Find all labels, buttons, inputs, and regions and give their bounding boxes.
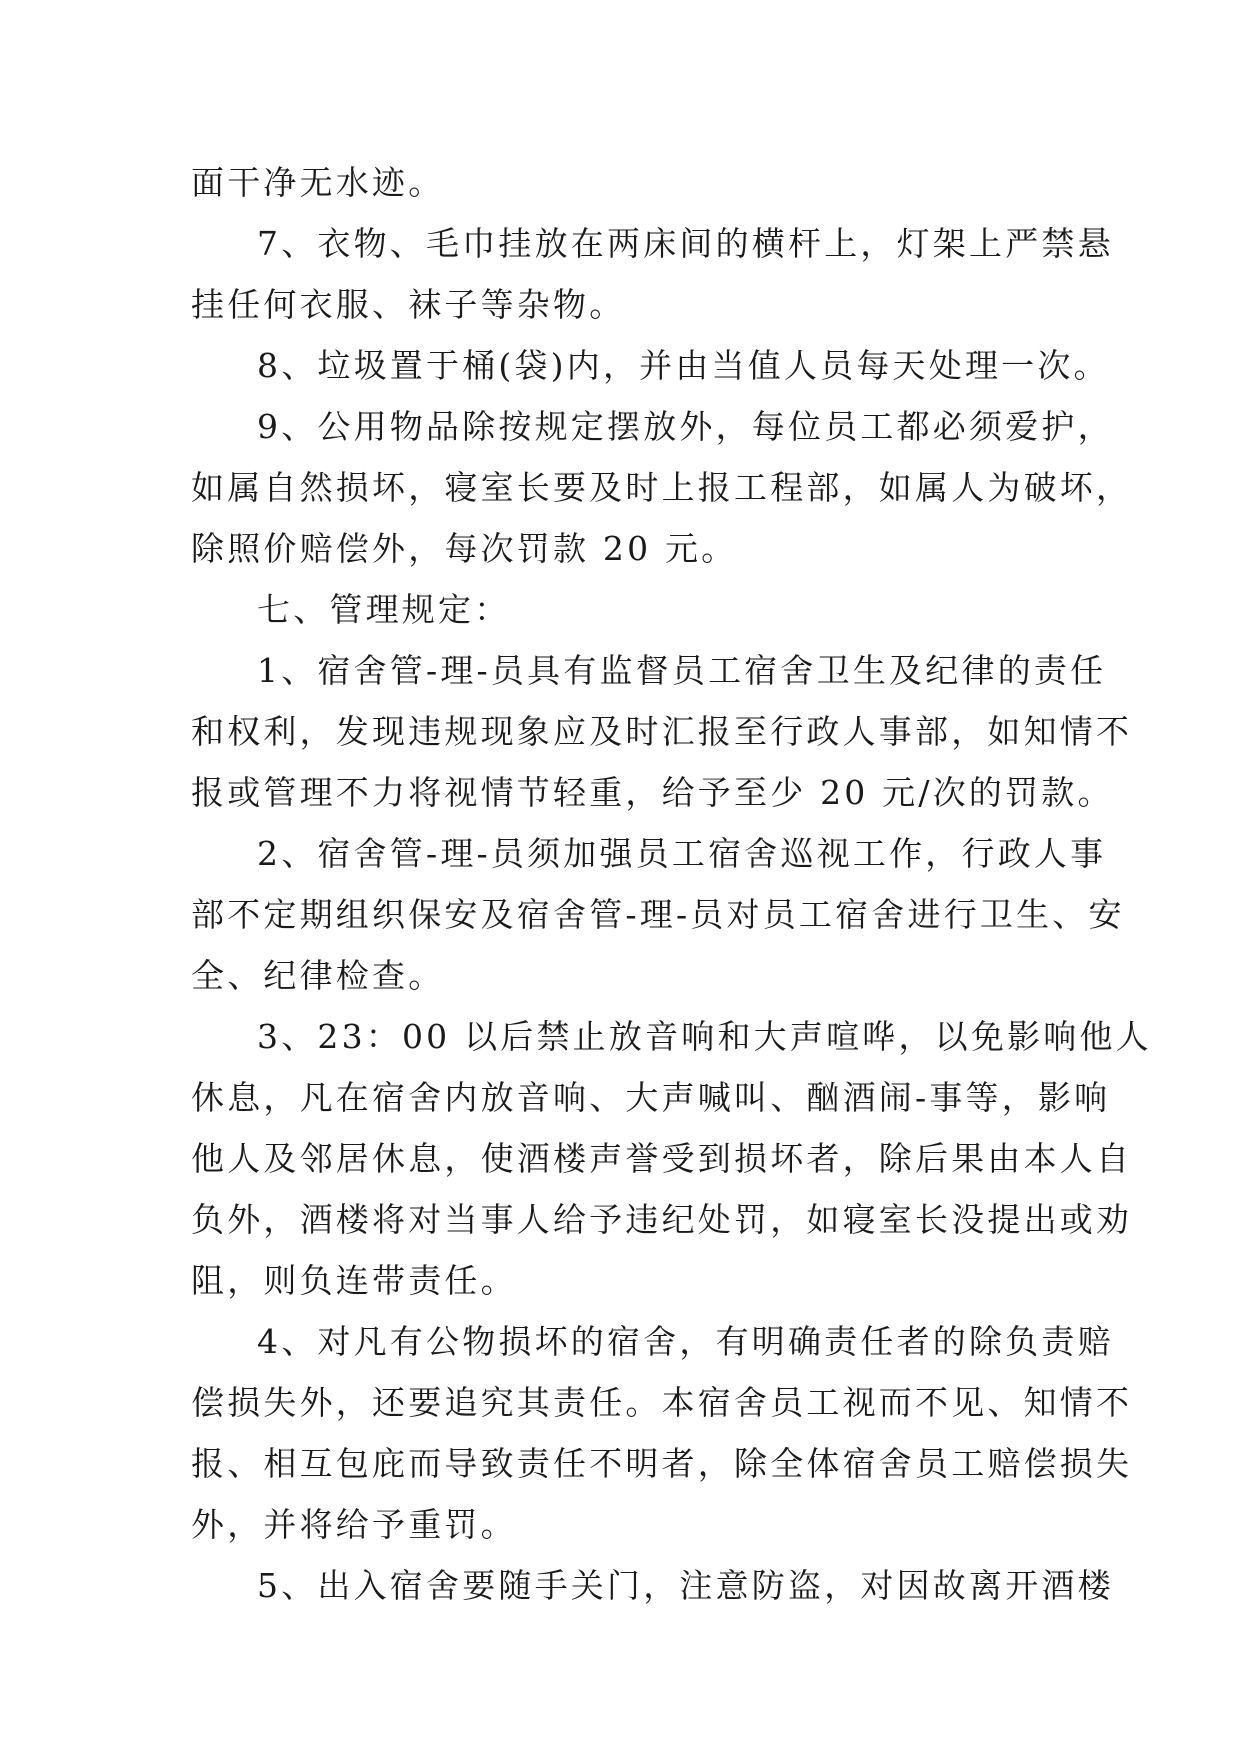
text-line: 阻，则负连带责任。 xyxy=(191,1261,517,1300)
text-line: 报或管理不力将视情节轻重，给予至少 20 元/次的罚款。 xyxy=(191,773,1114,812)
text-line: 他人及邻居休息，使酒楼声誉受到损坏者，除后果由本人自 xyxy=(191,1139,1133,1178)
text-line: 4、对凡有公物损坏的宿舍，有明确责任者的除负责赔 xyxy=(257,1322,1114,1361)
text-line: 2、宿舍管-理-员须加强员工宿舍巡视工作，行政人事 xyxy=(257,834,1107,873)
text-line: 1、宿舍管-理-员具有监督员工宿舍卫生及纪律的责任 xyxy=(257,651,1107,690)
text-line: 面干净无水迹。 xyxy=(191,163,445,202)
text-line: 报、相互包庇而导致责任不明者，除全体宿舍员工赔偿损失 xyxy=(191,1444,1133,1483)
text-line: 如属自然损坏，寝室长要及时上报工程部，如属人为破坏， xyxy=(191,468,1133,507)
text-line: 负外，酒楼将对当事人给予违纪处罚，如寝室长没提出或劝 xyxy=(191,1200,1133,1239)
text-line: 9、公用物品除按规定摆放外，每位员工都必须爱护， xyxy=(257,407,1114,446)
text-line: 偿损失外，还要追究其责任。本宿舍员工视而不见、知情不 xyxy=(191,1383,1133,1422)
text-line: 和权利，发现违规现象应及时汇报至行政人事部，如知情不 xyxy=(191,712,1133,751)
text-line: 5、出入宿舍要随手关门，注意防盗，对因故离开酒楼 xyxy=(257,1566,1114,1605)
text-line: 8、垃圾置于桶(袋)内，并由当值人员每天处理一次。 xyxy=(257,346,1110,385)
text-line: 外，并将给予重罚。 xyxy=(191,1505,517,1544)
text-line: 挂任何衣服、袜子等杂物。 xyxy=(191,285,626,324)
text-line: 除照价赔偿外，每次罚款 20 元。 xyxy=(191,529,738,568)
text-line: 部不定期组织保安及宿舍管-理-员对员工宿舍进行卫生、安 xyxy=(191,895,1125,934)
text-line: 7、衣物、毛巾挂放在两床间的横杆上，灯架上严禁悬 xyxy=(257,224,1114,263)
text-line: 休息，凡在宿舍内放音响、大声喊叫、酗酒闹-事等，影响 xyxy=(191,1078,1111,1117)
text-line: 全、纪律检查。 xyxy=(191,956,445,995)
text-line: 3、23：00 以后禁止放音响和大声喧哗，以免影响他人 xyxy=(257,1017,1152,1056)
section-heading: 七、管理规定： xyxy=(257,590,511,629)
document-body-text xyxy=(191,152,1152,1616)
